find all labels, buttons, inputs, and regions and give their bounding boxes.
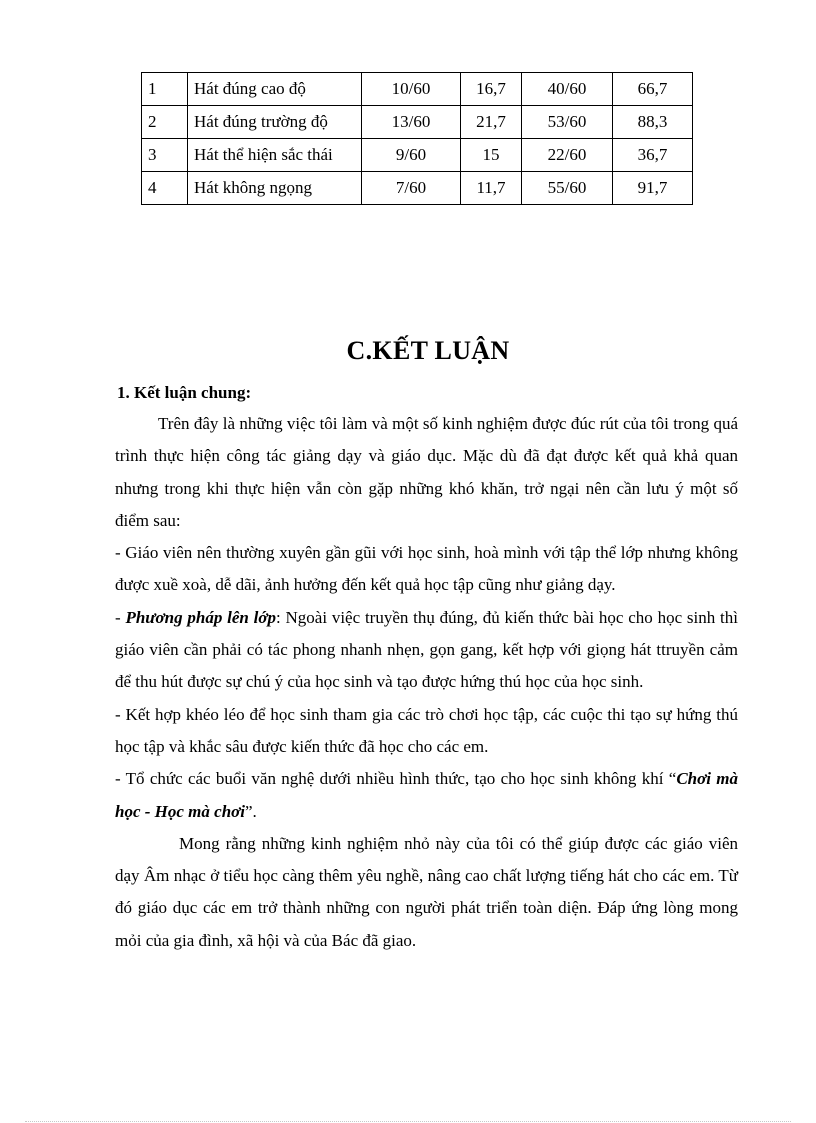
- table-row: [142, 106, 693, 139]
- paragraph-text: ”.: [245, 801, 257, 821]
- row-index: 4: [142, 172, 188, 205]
- paragraph-teacher-closeness: - Giáo viên nên thường xuyên gần gũi với học sinh, hoà mình với tập thể lớp nhưng không được xuề xoà, dễ dãi, ảnh hưởng đến kết quả học tập cũng như giảng dạy.: [115, 543, 738, 595]
- paragraph-closing: Mong rằng những kinh nghiệm nhỏ này của tôi có thể giúp được các giáo viên dạy Âm nhạc ở tiểu học càng thêm yêu nghề, nâng cao chất lượng tiếng hát cho các em. Từ đó giáo dục các em trở thành những con người phát triển toàn diện. Đáp ứng lòng mong mỏi của gia đình, xã hội và của Bác đã giao.: [115, 833, 738, 950]
- paragraph-intro: Trên đây là những việc tôi làm và một số kinh nghiệm được đúc rút của tôi trong quá trình thực hiện công tác giảng dạy và giáo dục. Mặc dù đã đạt được kết quả khả quan nhưng trong khi thực hiện vẫn còn gặp những khó khăn, trở ngại nên cần lưu ý một số điểm sau:: [115, 414, 738, 530]
- paragraph-teaching-method: [115, 602, 738, 699]
- emphasis-teaching-method: Phương pháp lên lớp: [125, 607, 276, 627]
- paragraph-text: : Ngoài việc truyền thụ đúng, đủ kiến thức bài học cho học sinh thì giáo viên cần phải có tác phong nhanh nhẹn, gọn gang, kết hợp với giọng hát ttruyền cảm để thu hút được sự chú ý của học sinh và tạo được hứng thú học của học sinh.: [115, 607, 739, 692]
- after-percent: 91,7: [613, 172, 693, 205]
- before-percent: 15: [461, 139, 522, 172]
- bullet-dash: -: [115, 607, 126, 627]
- after-count: 40/60: [522, 73, 613, 106]
- criterion-name: Hát thể hiện sắc thái: [188, 139, 362, 172]
- before-count: 10/60: [362, 73, 461, 106]
- after-percent: 36,7: [613, 139, 693, 172]
- body-text: [115, 408, 738, 957]
- after-count: 53/60: [522, 106, 613, 139]
- footer-divider: [25, 1121, 791, 1122]
- table-row: [142, 172, 693, 205]
- section-heading: C.KẾT LUẬN: [346, 336, 510, 365]
- paragraph-games: - Kết hợp khéo léo để học sinh tham gia các trò chơi học tập, các cuộc thi tạo sự hứng thú học tập và khắc sâu được kiến thức đã học cho các em.: [115, 704, 738, 756]
- row-index: 1: [142, 73, 188, 106]
- after-percent: 88,3: [613, 106, 693, 139]
- before-count: 7/60: [362, 172, 461, 205]
- before-count: 9/60: [362, 139, 461, 172]
- after-percent: 66,7: [613, 73, 693, 106]
- subsection-heading: 1. Kết luận chung:: [117, 383, 252, 402]
- table-row: [142, 73, 693, 106]
- before-count: 13/60: [362, 106, 461, 139]
- table-row: [142, 139, 693, 172]
- after-count: 22/60: [522, 139, 613, 172]
- row-index: 3: [142, 139, 188, 172]
- criterion-name: Hát không ngọng: [188, 172, 362, 205]
- paragraph-performances: [115, 763, 738, 828]
- before-percent: 21,7: [461, 106, 522, 139]
- paragraph-text: - Tổ chức các buổi văn nghệ dưới nhiều hình thức, tạo cho học sinh không khí “: [115, 769, 677, 789]
- row-index: 2: [142, 106, 188, 139]
- results-table: [141, 72, 693, 205]
- before-percent: 16,7: [461, 73, 522, 106]
- after-count: 55/60: [522, 172, 613, 205]
- emphasis-play-and-learn: Chơi mà học - Học mà chơi: [115, 769, 738, 821]
- before-percent: 11,7: [461, 172, 522, 205]
- criterion-name: Hát đúng cao độ: [188, 73, 362, 106]
- criterion-name: Hát đúng trường độ: [188, 106, 362, 139]
